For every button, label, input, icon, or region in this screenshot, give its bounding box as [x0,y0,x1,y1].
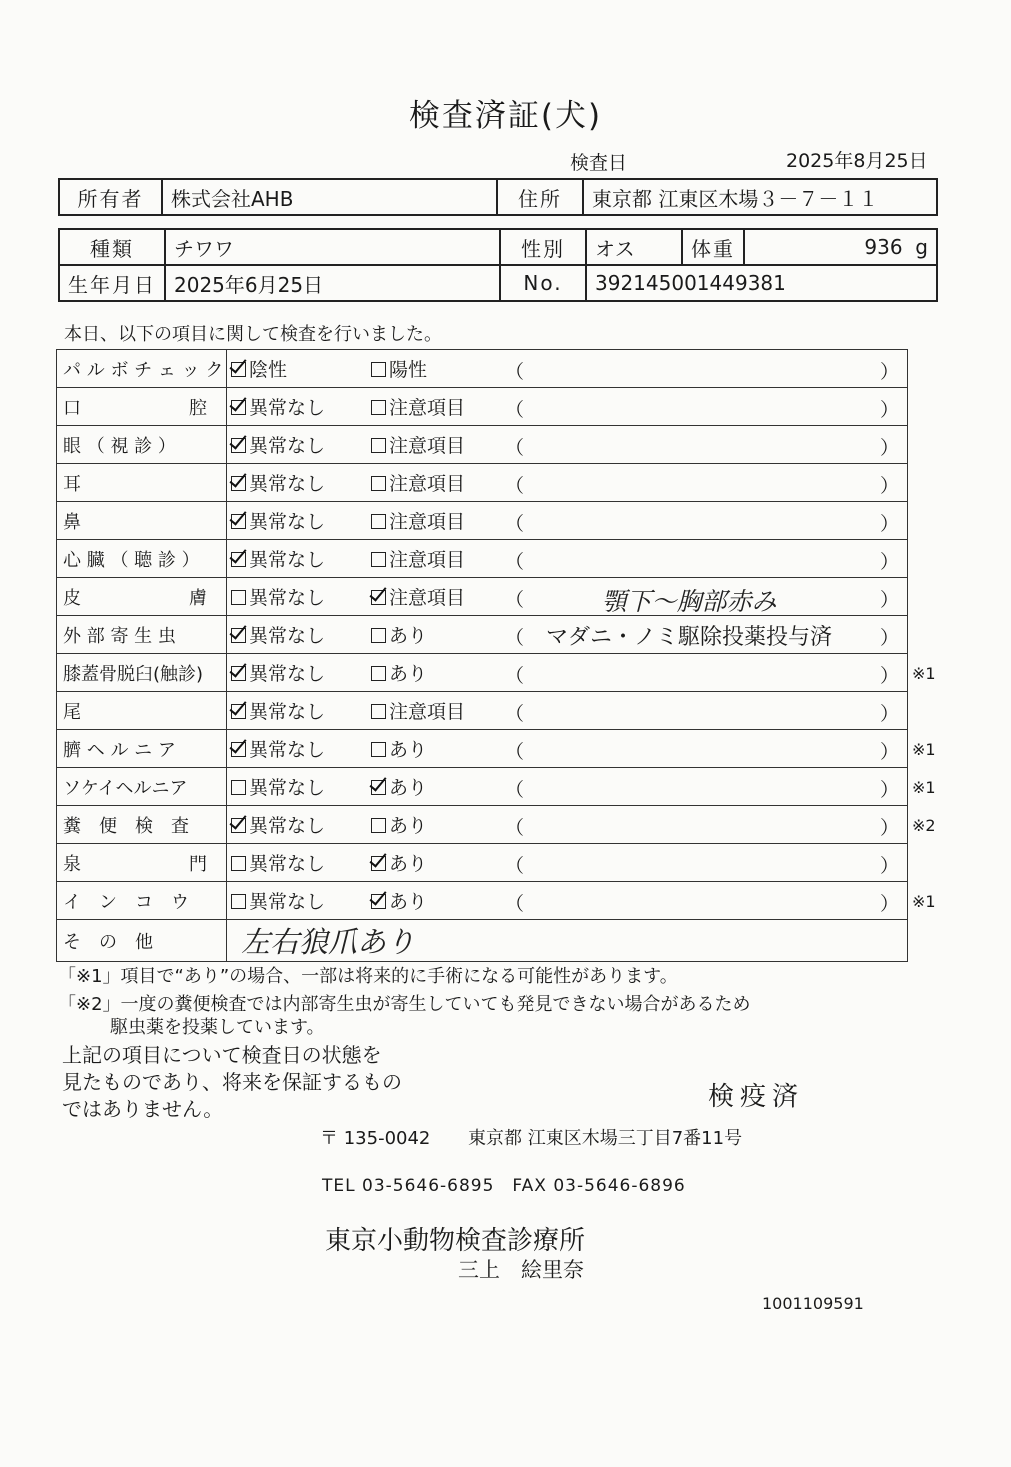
check-item-label [57,464,227,502]
checklist-row [57,540,908,578]
note-cell [501,578,908,616]
disclaimer [62,1042,402,1123]
weight-label: 体重 [682,229,744,265]
number-value: 392145001449381 [586,265,937,301]
check-item-text: ソケイヘルニア [63,777,188,799]
checkbox-icon [231,552,246,567]
option-2-label: 注意項目 [389,397,466,419]
check-item-label [57,692,227,730]
note-text: マダニ・ノミ駆除投薬投与済 [545,625,832,650]
option-2-label: あり [389,663,428,685]
checkbox-icon [231,704,246,719]
check-item-label [57,502,227,540]
postal-code: 〒 135-0042 [320,1128,431,1149]
paren-open: （ [505,817,525,839]
option-2-label: あり [389,739,428,761]
check-item-text: 糞 便 検 査 [63,815,189,837]
checklist-row [57,692,908,730]
note-cell [501,844,908,882]
option-1 [227,540,372,578]
option-2 [371,654,501,692]
inspector-name: 三上 絵里奈 [458,1258,584,1282]
paren-open: （ [505,779,525,801]
option-2 [371,502,501,540]
option-1 [227,426,372,464]
checkbox-icon [371,362,386,377]
check-item-label [57,730,227,768]
paren-close: ） [879,513,899,535]
option-1 [227,692,372,730]
option-1-label: 異常なし [249,511,326,533]
check-item-text: 尾 [63,701,81,723]
disclaimer-line: 見たものであり、将来を保証するもの [62,1070,402,1094]
address-label: 住所 [497,179,583,215]
other-value: 左右狼爪あり [241,925,416,959]
other-label-text: そ の 他 [63,931,153,953]
option-2 [371,540,501,578]
check-item-text: 皮 膚 [63,587,207,609]
option-2-label: あり [389,777,428,799]
check-item-label [57,806,227,844]
check-item-label [57,654,227,692]
note-cell [501,388,908,426]
checkbox-icon [231,438,246,453]
paren-open: （ [505,627,525,649]
note-cell [501,616,908,654]
checkbox-icon [231,780,246,795]
check-item-label [57,578,227,616]
checkbox-icon [231,514,246,529]
paren-close: ） [879,855,899,877]
paren-close: ） [879,399,899,421]
paren-close: ） [879,665,899,687]
option-2-label: あり [389,815,428,837]
option-2 [371,464,501,502]
paren-close: ） [879,437,899,459]
paren-close: ） [879,361,899,383]
option-1 [227,768,372,806]
option-2 [371,806,501,844]
birth-value: 2025年6月25日 [165,265,500,301]
option-1-label: 異常なし [249,777,326,799]
check-item-label [57,882,227,920]
note-cell [501,730,908,768]
checkbox-icon [371,628,386,643]
checklist-row [57,882,908,920]
checkbox-icon [371,856,386,871]
option-2 [371,844,501,882]
option-2 [371,768,501,806]
check-item-text: イ ン コ ウ [63,891,189,913]
weight-unit: g [915,235,928,259]
animal-table [58,228,938,302]
intro-text: 本日、以下の項目に関して検査を行いました。 [64,324,442,345]
footnote-1: 「※1」項目で“あり”の場合、一部は将来的に手術になる可能性があります。 [58,966,678,987]
check-item-text: 耳 [63,473,81,495]
paren-close: ） [879,741,899,763]
paren-open: （ [505,551,525,573]
check-item-text: 臍 ヘ ル ニ ア [63,739,176,761]
paren-close: ） [879,475,899,497]
check-item-label [57,540,227,578]
option-2 [371,692,501,730]
other-label [57,920,227,962]
note-cell [501,692,908,730]
option-1-label: 陰性 [249,359,288,381]
breed-label: 種類 [59,229,165,265]
clinic-name: 東京小動物検査診療所 [325,1226,586,1256]
checklist-row-other [57,920,908,962]
option-1-label: 異常なし [249,625,326,647]
clinic-phone-fax: TEL 03-5646-6895 FAX 03-5646-6896 [322,1176,686,1196]
check-item-label [57,616,227,654]
reference-mark: ※1 [912,778,936,797]
note-cell [501,540,908,578]
checklist-row [57,768,908,806]
option-1-label: 異常なし [249,397,326,419]
checkbox-icon [371,400,386,415]
check-item-text: 口 腔 [63,397,207,419]
option-2 [371,882,501,920]
checkbox-icon [371,818,386,833]
option-1 [227,388,372,426]
option-1-label: 異常なし [249,587,326,609]
note-cell [501,654,908,692]
check-item-label [57,844,227,882]
checklist-row [57,464,908,502]
paren-open: （ [505,741,525,763]
checkbox-icon [231,666,246,681]
checkbox-icon [231,818,246,833]
option-2-label: 注意項目 [389,435,466,457]
note-cell [501,502,908,540]
check-item-text: 眼 （ 視 診 ） [63,435,176,457]
check-item-label [57,350,227,388]
checklist-row [57,350,908,388]
paren-close: ） [879,893,899,915]
checkbox-icon [231,476,246,491]
option-1 [227,464,372,502]
quarantine-stamp: 検疫済 [708,1082,805,1112]
checkbox-icon [371,438,386,453]
number-label: No. [500,265,586,301]
note-cell [501,768,908,806]
note-cell [501,426,908,464]
paren-open: （ [505,513,525,535]
paren-open: （ [505,665,525,687]
checklist-row [57,844,908,882]
paren-open: （ [505,437,525,459]
paren-open: （ [505,855,525,877]
option-2-label: あり [389,625,428,647]
paren-open: （ [505,589,525,611]
paren-open: （ [505,475,525,497]
option-1-label: 異常なし [249,853,326,875]
option-2-label: 注意項目 [389,473,466,495]
note-cell [501,882,908,920]
option-2 [371,616,501,654]
breed-value: チワワ [165,229,500,265]
option-2-label: 注意項目 [389,587,466,609]
note-cell [501,806,908,844]
checklist-row [57,806,908,844]
sex-value: オス [586,229,682,265]
address-value: 東京都 江東区木場３－７－１１ [583,179,937,215]
option-2-label: 陽性 [389,359,428,381]
checkbox-icon [231,362,246,377]
option-1 [227,502,372,540]
checkbox-icon [231,628,246,643]
reference-mark: ※1 [912,664,936,683]
owner-value: 株式会社AHB [162,179,497,215]
option-1 [227,578,372,616]
checkbox-icon [371,590,386,605]
option-2 [371,388,501,426]
checkbox-icon [231,856,246,871]
option-1-label: 異常なし [249,701,326,723]
option-2-label: 注意項目 [389,511,466,533]
paren-open: （ [505,893,525,915]
option-1 [227,806,372,844]
checkbox-icon [371,514,386,529]
check-item-text: 泉 門 [63,853,207,875]
option-1-label: 異常なし [249,473,326,495]
checklist-row [57,730,908,768]
option-2-label: 注意項目 [389,549,466,571]
note-cell [501,350,908,388]
footnote-2-cont: 駆虫薬を投薬しています。 [110,1017,325,1038]
paren-open: （ [505,399,525,421]
checklist-row [57,578,908,616]
paren-open: （ [505,361,525,383]
weight-cell [744,229,937,265]
disclaimer-line: ではありません。 [62,1097,224,1121]
option-2-label: あり [389,853,428,875]
option-2-label: 注意項目 [389,701,466,723]
checkbox-icon [371,894,386,909]
inspection-checklist [56,349,908,962]
option-1-label: 異常なし [249,739,326,761]
option-2 [371,578,501,616]
check-item-label [57,426,227,464]
reference-mark: ※2 [912,816,936,835]
option-1-label: 異常なし [249,815,326,837]
option-2 [371,730,501,768]
other-value-cell [227,920,908,962]
note-cell [501,464,908,502]
option-2 [371,350,501,388]
checkbox-icon [371,742,386,757]
option-1 [227,616,372,654]
paren-close: ） [879,779,899,801]
paren-close: ） [879,627,899,649]
option-1-label: 異常なし [249,891,326,913]
serial-number: 1001109591 [762,1294,864,1313]
checkbox-icon [371,780,386,795]
check-item-text: 心 臓 （ 聴 診 ） [63,549,200,571]
checkbox-icon [371,476,386,491]
clinic-address: 東京都 江東区木場三丁目7番11号 [468,1128,743,1149]
checklist-row [57,616,908,654]
checklist-row [57,388,908,426]
weight-value: 936 [864,235,903,259]
checkbox-icon [371,666,386,681]
reference-mark: ※1 [912,740,936,759]
note-text: 顎下～胸部赤み [601,587,777,616]
inspection-date: 2025年8月25日 [786,150,928,172]
option-1 [227,350,372,388]
paren-close: ） [879,703,899,725]
inspection-date-label: 検査日 [570,152,628,174]
checkbox-icon [371,704,386,719]
checkbox-icon [231,894,246,909]
paren-close: ） [879,551,899,573]
paren-close: ） [879,817,899,839]
option-1-label: 異常なし [249,663,326,685]
option-1-label: 異常なし [249,435,326,457]
check-item-text: 鼻 [63,511,81,533]
reference-mark: ※1 [912,892,936,911]
sex-label: 性別 [500,229,586,265]
option-1 [227,654,372,692]
checklist-row [57,654,908,692]
disclaimer-line: 上記の項目について検査日の状態を [62,1043,382,1067]
birth-label: 生年月日 [59,265,165,301]
check-item-label [57,388,227,426]
paren-open: （ [505,703,525,725]
check-item-label [57,768,227,806]
checklist-row [57,426,908,464]
checklist-row [57,502,908,540]
check-item-text: 外 部 寄 生 虫 [63,625,176,647]
document-title: 検査済証(犬) [408,98,603,134]
checkbox-icon [231,590,246,605]
checkbox-icon [371,552,386,567]
option-2 [371,426,501,464]
check-item-text: 膝蓋骨脱臼(触診) [63,663,204,685]
paren-close: ） [879,589,899,611]
option-1-label: 異常なし [249,549,326,571]
option-1 [227,882,372,920]
checkbox-icon [231,400,246,415]
owner-label: 所有者 [59,179,162,215]
footnote-2: 「※2」一度の糞便検査では内部寄生虫が寄生していても発見できない場合があるため [58,994,751,1015]
check-item-text: パ ル ボ チ ェ ッ ク [63,359,224,381]
checkbox-icon [231,742,246,757]
option-1 [227,730,372,768]
option-1 [227,844,372,882]
owner-table [58,178,938,216]
option-2-label: あり [389,891,428,913]
